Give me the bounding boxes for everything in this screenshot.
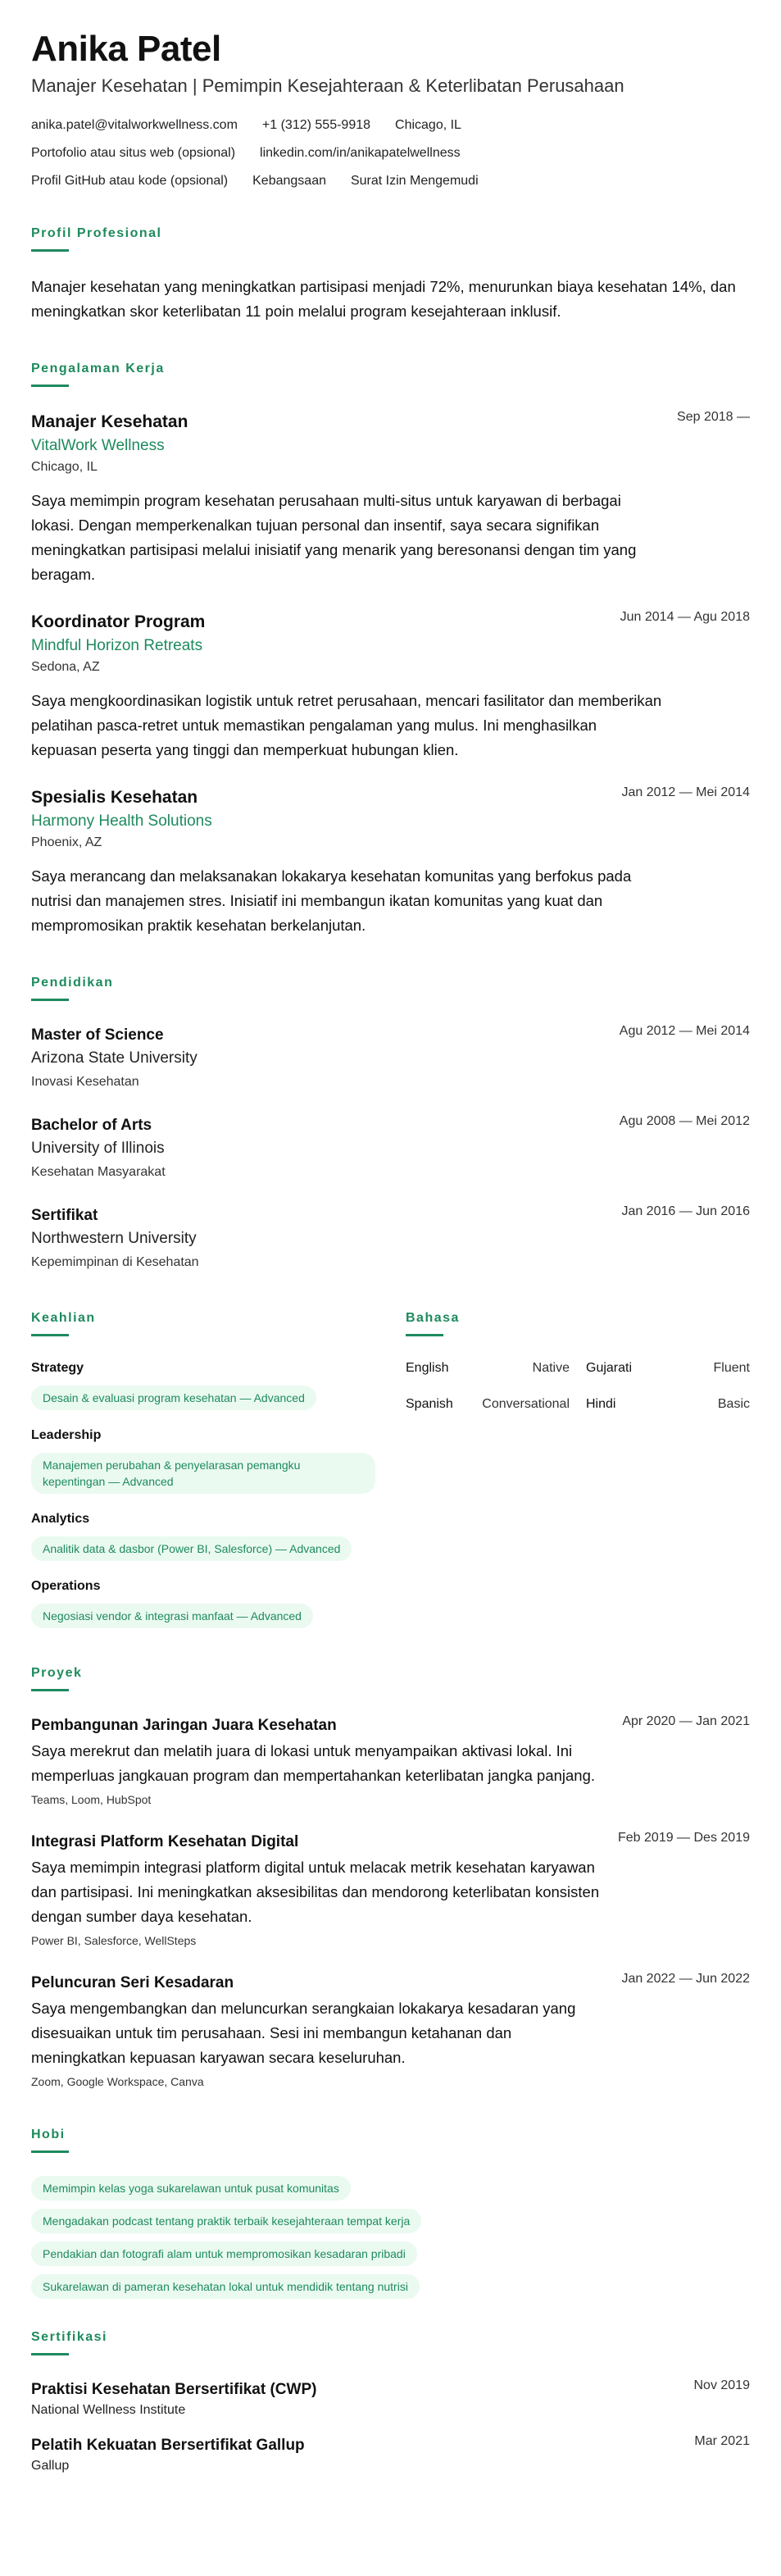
- education-entry: [31, 1114, 750, 1183]
- section-title: Proyek: [31, 1666, 83, 1680]
- experience-entry: [31, 410, 750, 587]
- section-title: Keahlian: [31, 1311, 96, 1325]
- language-level: Native: [532, 1361, 570, 1375]
- contact-phone[interactable]: +1 (312) 555-9918: [261, 118, 371, 132]
- contact-linkedin[interactable]: linkedin.com/in/anikapatelwellness: [260, 146, 461, 160]
- job-location: Phoenix, AZ: [31, 835, 102, 849]
- certification-entry: [31, 2378, 750, 2419]
- skill-category: Analytics: [31, 1512, 90, 1526]
- hobby-chip: Memimpin kelas yoga sukarelawan untuk pusat komunitas: [31, 2176, 351, 2201]
- contact-info-extra: [31, 172, 750, 200]
- school-name: Arizona State University: [31, 1049, 198, 1067]
- degree: Bachelor of Arts: [31, 1117, 152, 1134]
- language-item: [406, 1359, 570, 1377]
- entry-date: Apr 2020 — Jan 2021: [622, 1714, 750, 1728]
- company-name: VitalWork Wellness: [31, 437, 165, 454]
- contact-portfolio[interactable]: Portofolio atau situs web (opsional): [31, 146, 236, 160]
- project-entry: [31, 1831, 750, 1949]
- company-name: Harmony Health Solutions: [31, 812, 212, 830]
- section-divider: [406, 1334, 443, 1336]
- section-title: Bahasa: [406, 1311, 460, 1325]
- section-divider: [31, 999, 69, 1001]
- language-item: [586, 1395, 750, 1413]
- section-title: Pengalaman Kerja: [31, 362, 165, 375]
- skill-chip: Manajemen perubahan & penyelarasan pemangku kepentingan — Advanced: [31, 1453, 375, 1494]
- section-title: Pendidikan: [31, 976, 114, 990]
- section-title: Profil Profesional: [31, 226, 162, 240]
- job-location: Chicago, IL: [31, 460, 98, 474]
- language-name: Gujarati: [586, 1361, 633, 1375]
- contact-nationality: Kebangsaan: [252, 174, 326, 188]
- skill-category: Strategy: [31, 1361, 84, 1375]
- skill-chip: Negosiasi vendor & integrasi manfaat — Advanced: [31, 1604, 313, 1628]
- skill-group: [31, 1427, 375, 1494]
- language-item: [406, 1395, 570, 1413]
- job-description: Saya mengkoordinasikan logistik untuk retret perusahaan, mencari fasilitator dan memberikan pelatihan pasca-retret untuk memastikan pengalaman yang mulus. Ini menghasilkan kepuasan peserta yang tinggi dan memperkuat hubungan klien.: [31, 692, 662, 758]
- skill-chip: Analitik data & dasbor (Power BI, Salesforce) — Advanced: [31, 1536, 352, 1561]
- project-description: Saya merekrut dan melatih juara di lokasi untuk menyampaikan aktivasi lokal. Ini memperluas jangkauan program dan mempertahankan keterlibatan jangka panjang.: [31, 1742, 596, 1784]
- project-entry: [31, 1714, 750, 1808]
- skill-group: [31, 1577, 375, 1628]
- degree: Sertifikat: [31, 1207, 98, 1224]
- project-title: Peluncuran Seri Kesadaran: [31, 1974, 234, 1991]
- field-of-study: Kepemimpinan di Kesehatan: [31, 1255, 199, 1269]
- entry-date: Feb 2019 — Des 2019: [618, 1831, 750, 1845]
- contact-github[interactable]: Profil GitHub atau kode (opsional): [31, 174, 229, 188]
- section-divider: [31, 1689, 69, 1691]
- certification-entry: [31, 2434, 750, 2475]
- language-row: [406, 1359, 750, 1377]
- section-divider: [31, 2353, 69, 2355]
- hobby-chip: Sukarelawan di pameran kesehatan lokal untuk mendidik tentang nutrisi: [31, 2274, 420, 2299]
- project-tools: Zoom, Google Workspace, Canva: [31, 2075, 204, 2088]
- project-entry: [31, 1972, 750, 2090]
- entry-date: Sep 2018 —: [677, 410, 750, 424]
- skill-category: Leadership: [31, 1428, 102, 1442]
- entry-date: Mar 2021: [694, 2434, 750, 2448]
- contact-info: [31, 116, 750, 144]
- school-name: Northwestern University: [31, 1230, 197, 1247]
- candidate-headline: Manajer Kesehatan | Pemimpin Kesejahteraan & Keterlibatan Perusahaan: [31, 75, 624, 96]
- job-location: Sedona, AZ: [31, 660, 100, 674]
- skill-chip: Desain & evaluasi program kesehatan — Advanced: [31, 1386, 316, 1410]
- language-name: Spanish: [406, 1397, 453, 1411]
- experience-entry: [31, 610, 750, 762]
- contact-license: Surat Izin Mengemudi: [350, 174, 479, 188]
- entry-date: Jan 2022 — Jun 2022: [621, 1972, 750, 1986]
- company-name: Mindful Horizon Retreats: [31, 637, 203, 654]
- school-name: University of Illinois: [31, 1140, 165, 1157]
- candidate-name: Anika Patel: [31, 29, 221, 69]
- job-description: Saya merancang dan melaksanakan lokakarya kesehatan komunitas yang berfokus pada nutrisi dan manajemen stres. Inisiatif ini membangun ikatan komunitas yang kuat dan mempromosikan praktik kesehatan berkelanjutan.: [31, 867, 632, 934]
- field-of-study: Kesehatan Masyarakat: [31, 1165, 166, 1179]
- language-level: Basic: [717, 1397, 750, 1411]
- profile-section: [31, 225, 750, 324]
- contact-location: Chicago, IL: [395, 118, 461, 132]
- section-divider: [31, 385, 69, 387]
- certification-issuer: National Wellness Institute: [31, 2403, 186, 2417]
- languages-section: [406, 1309, 750, 1628]
- entry-date: Jan 2016 — Jun 2016: [621, 1204, 750, 1218]
- degree: Master of Science: [31, 1026, 164, 1044]
- section-divider: [31, 249, 69, 252]
- projects-section: [31, 1664, 750, 2090]
- project-title: Pembangunan Jaringan Juara Kesehatan: [31, 1717, 337, 1734]
- language-item: [586, 1359, 750, 1377]
- skills-section: [31, 1309, 375, 1628]
- certification-title: Pelatih Kekuatan Bersertifikat Gallup: [31, 2437, 305, 2454]
- education-entry: [31, 1024, 750, 1093]
- project-tools: Teams, Loom, HubSpot: [31, 1793, 152, 1806]
- experience-section: [31, 360, 750, 938]
- skills-languages-row: [31, 1309, 750, 1628]
- job-title: Spesialis Kesehatan: [31, 788, 198, 807]
- project-description: Saya mengembangkan dan meluncurkan serangkaian lokakarya kesadaran yang disesuaikan untuk tim perusahaan. Sesi ini membangun ketahanan dan meningkatkan kepuasan karyawan secara keseluruhan.: [31, 2000, 576, 2066]
- contact-info-links: [31, 144, 750, 172]
- experience-entry: [31, 785, 750, 938]
- entry-date: Agu 2012 — Mei 2014: [619, 1024, 750, 1038]
- language-level: Fluent: [713, 1361, 750, 1375]
- skill-group: [31, 1359, 375, 1410]
- language-name: English: [406, 1361, 449, 1375]
- job-description: Saya memimpin program kesehatan perusahaan multi-situs untuk karyawan di berbagai lokasi. Dengan memperkenalkan tujuan personal dan insentif, saya secara signifikan meningkatkan partisipasi melalui inisiatif yang menarik yang beresonansi dengan tim yang beragam.: [31, 492, 637, 583]
- hobbies-section: [31, 2126, 750, 2299]
- entry-date: Jan 2012 — Mei 2014: [621, 785, 750, 799]
- entry-date: Nov 2019: [693, 2378, 750, 2392]
- section-title: Sertifikasi: [31, 2330, 107, 2344]
- language-name: Hindi: [586, 1397, 616, 1411]
- certification-issuer: Gallup: [31, 2459, 70, 2473]
- education-section: [31, 974, 750, 1273]
- project-description: Saya memimpin integrasi platform digital untuk melacak metrik kesehatan karyawan dan partisipasi. Ini meningkatkan aksesibilitas dan mendorong keterlibatan konsisten dengan sumber daya kesehatan.: [31, 1859, 600, 1925]
- contact-email[interactable]: anika.patel@vitalworkwellness.com: [31, 118, 238, 132]
- certification-title: Praktisi Kesehatan Bersertifikat (CWP): [31, 2381, 317, 2398]
- section-title: Hobi: [31, 2128, 66, 2141]
- certifications-section: [31, 2328, 750, 2475]
- field-of-study: Inovasi Kesehatan: [31, 1075, 139, 1089]
- entry-date: Agu 2008 — Mei 2012: [619, 1114, 750, 1128]
- project-title: Integrasi Platform Kesehatan Digital: [31, 1833, 299, 1850]
- section-divider: [31, 1334, 69, 1336]
- job-title: Koordinator Program: [31, 612, 206, 631]
- language-row: [406, 1395, 750, 1413]
- section-divider: [31, 2150, 69, 2153]
- job-title: Manajer Kesehatan: [31, 412, 188, 431]
- skill-group: [31, 1510, 375, 1561]
- education-entry: [31, 1204, 750, 1273]
- skill-category: Operations: [31, 1579, 101, 1593]
- entry-date: Jun 2014 — Agu 2018: [620, 610, 750, 624]
- hobby-chip: Mengadakan podcast tentang praktik terbaik kesejahteraan tempat kerja: [31, 2209, 421, 2233]
- hobby-chip: Pendakian dan fotografi alam untuk mempromosikan kesadaran pribadi: [31, 2241, 417, 2266]
- profile-summary: Manajer kesehatan yang meningkatkan partisipasi menjadi 72%, menurunkan biaya kesehatan 14%, dan meningkatkan skor keterlibatan 11 poin melalui program kesejahteraan inklusif.: [31, 278, 736, 320]
- project-tools: Power BI, Salesforce, WellSteps: [31, 1934, 197, 1947]
- resume-header: [31, 28, 750, 200]
- language-level: Conversational: [482, 1397, 570, 1411]
